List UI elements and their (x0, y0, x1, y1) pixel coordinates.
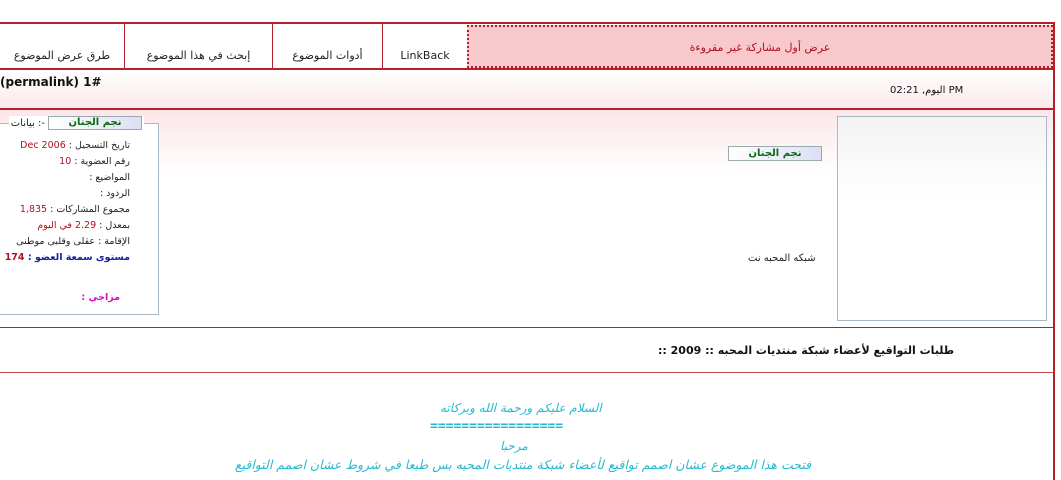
thread-title-band (0, 328, 1055, 373)
replies-label: الردود : (99, 188, 130, 199)
display-modes-label: طرق عرض الموضوع (13, 49, 111, 62)
separator-line: ================= (430, 419, 564, 434)
member-id-value: 10 (59, 156, 72, 167)
thread-title: :: طلبات التواقيع لأعضاء شبكة منتديات المحبه :: 2009 (658, 344, 955, 357)
signature-panel (837, 116, 1047, 321)
post-rate-row (37, 220, 130, 231)
join-date-value: Dec 2006 (20, 140, 66, 151)
linkback-label: LinkBack (400, 49, 450, 62)
signature-site-name: شبكه المحبه نت (748, 253, 816, 264)
post-rate-label: بمعدل : (99, 220, 130, 231)
join-date-row (20, 140, 130, 151)
user-info-box (0, 117, 159, 315)
mood-row (81, 292, 120, 303)
member-id-row (59, 156, 130, 167)
thread-tools-menu[interactable] (272, 24, 382, 68)
thread-toolbar (0, 22, 1055, 70)
post-header (0, 70, 1055, 110)
mood-label: مزاجي : (81, 292, 120, 303)
topics-label: المواضيع : (89, 172, 130, 183)
post-content (0, 373, 1055, 480)
first-unread-link[interactable] (467, 25, 1053, 68)
reputation-value: 174 (4, 252, 25, 263)
user-info-legend (9, 116, 144, 130)
welcome-line: مرحبا (500, 439, 528, 453)
post-rate-value: 2.29 في اليوم (37, 220, 97, 231)
first-unread-label: عرض أول مشاركة غير مقروءة (689, 41, 831, 54)
intro-line: فتحت هذا الموضوع عشان اصمم تواقيع لأعضاء شبكة منتديات المحبه بس طبعا في شروط عشان اصمم التواقيع (234, 457, 812, 472)
post-body (0, 110, 1055, 328)
location-text: الإقامة : عقلى وقلبى موطنى (16, 236, 130, 247)
post-date: اليوم, 02:21 PM (890, 85, 964, 96)
join-date-label: تاريخ التسجيل : (68, 140, 130, 151)
post-count-value: 1,835 (19, 204, 48, 215)
reputation-label: مستوى سمعة العضو : (27, 252, 130, 263)
member-id-label: رقم العضوية : (74, 156, 130, 167)
location-row (16, 236, 130, 247)
display-modes-menu[interactable] (0, 24, 124, 68)
topics-row (89, 172, 130, 183)
reputation-row (5, 252, 130, 263)
thread-tools-label: أدوات الموضوع (292, 49, 363, 62)
greeting-line: السلام عليكم ورحمة الله وبركاته (440, 401, 602, 415)
post-count-label: مجموع المشاركات : (50, 204, 130, 215)
linkback-menu[interactable] (382, 24, 467, 68)
permalink-link[interactable]: (permalink) 1# (0, 75, 102, 89)
search-thread-label: إبحث في هذا الموضوع (146, 49, 251, 62)
post-count-row (20, 204, 130, 215)
search-thread-menu[interactable] (124, 24, 272, 68)
user-info-title: بيانات :- (10, 117, 45, 129)
signature-name-badge: نجم الجنان (728, 146, 822, 161)
replies-row (100, 188, 130, 199)
username-badge[interactable]: نجم الجنان (48, 116, 142, 130)
